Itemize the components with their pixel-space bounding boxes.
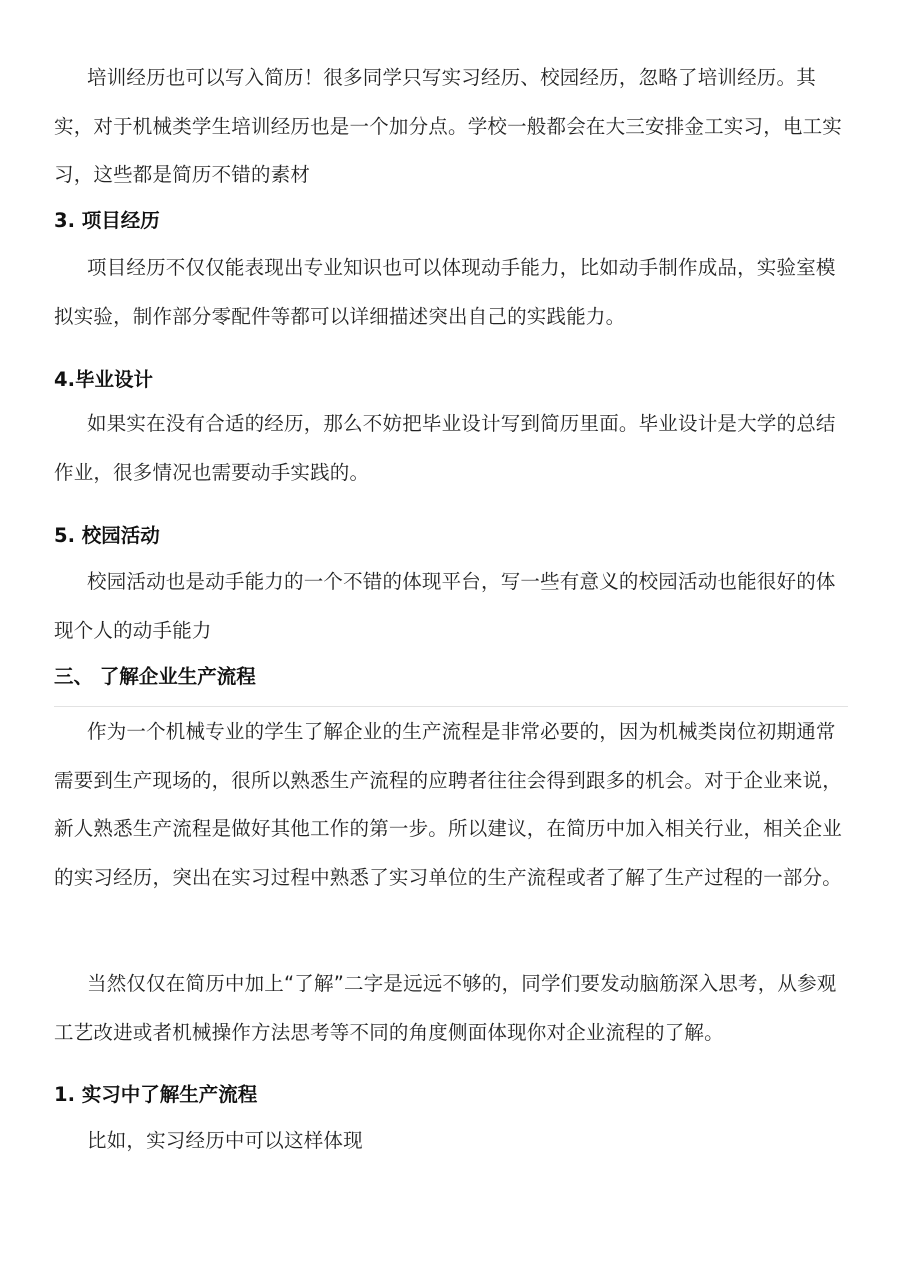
heading-section-production-process	[54, 662, 848, 692]
heading-section-production-process-text: 三、 了解企业生产流程	[54, 665, 256, 688]
paragraph-graduation-design-text: 如果实在没有合适的经历，那么不妨把毕业设计写到简历里面。毕业设计是大学的总结作业，很多情况也需要动手实践的。	[54, 412, 836, 484]
paragraph-production-process-intro-text: 作为一个机械专业的学生了解企业的生产流程是非常必要的，因为机械类岗位初期通常需要到生产现场的，很所以熟悉生产流程的应聘者往往会得到跟多的机会。对于企业来说，新人熟悉生产流程是做好其他工作的第一步。所以建议，在简历中加入相关行业，相关企业的实习经历，突出在实习过程中熟悉了实习单位的生产流程或者了解了生产过程的一部分。	[54, 720, 843, 889]
heading-graduation-design-text: 4.毕业设计	[54, 368, 153, 391]
heading-campus-activities-text: 5. 校园活动	[54, 524, 160, 547]
paragraph-internship-example-text: 比如，实习经历中可以这样体现	[87, 1129, 363, 1152]
heading-project-experience	[54, 206, 848, 236]
paragraph-project-experience-text: 项目经历不仅仅能表现出专业知识也可以体现动手能力，比如动手制作成品，实验室模拟实验，制作部分零配件等都可以详细描述突出自己的实践能力。	[54, 256, 836, 328]
paragraph-production-process-intro	[54, 708, 848, 902]
paragraph-production-process-depth	[54, 960, 848, 1057]
paragraph-internship-example	[54, 1117, 848, 1166]
heading-project-experience-text: 3. 项目经历	[54, 209, 160, 232]
paragraph-graduation-design	[54, 400, 848, 497]
section-divider	[54, 706, 848, 707]
heading-campus-activities	[54, 521, 848, 551]
paragraph-project-experience	[54, 244, 848, 341]
paragraph-training	[54, 54, 848, 200]
heading-internship-process-text: 1. 实习中了解生产流程	[54, 1083, 258, 1106]
paragraph-production-process-depth-text: 当然仅仅在简历中加上“了解”二字是远远不够的，同学们要发动脑筋深入思考，从参观工艺改进或者机械操作方法思考等不同的角度侧面体现你对企业流程的了解。	[54, 972, 837, 1044]
heading-internship-process	[54, 1080, 848, 1110]
paragraph-campus-activities-text: 校园活动也是动手能力的一个不错的体现平台，写一些有意义的校园活动也能很好的体现个人的动手能力	[54, 570, 836, 642]
paragraph-campus-activities	[54, 558, 848, 655]
paragraph-training-text: 培训经历也可以写入简历！很多同学只写实习经历、校园经历，忽略了培训经历。其实，对于机械类学生培训经历也是一个加分点。学校一般都会在大三安排金工实习，电工实习，这些都是简历不错的素材	[54, 66, 843, 186]
heading-graduation-design	[54, 365, 848, 395]
